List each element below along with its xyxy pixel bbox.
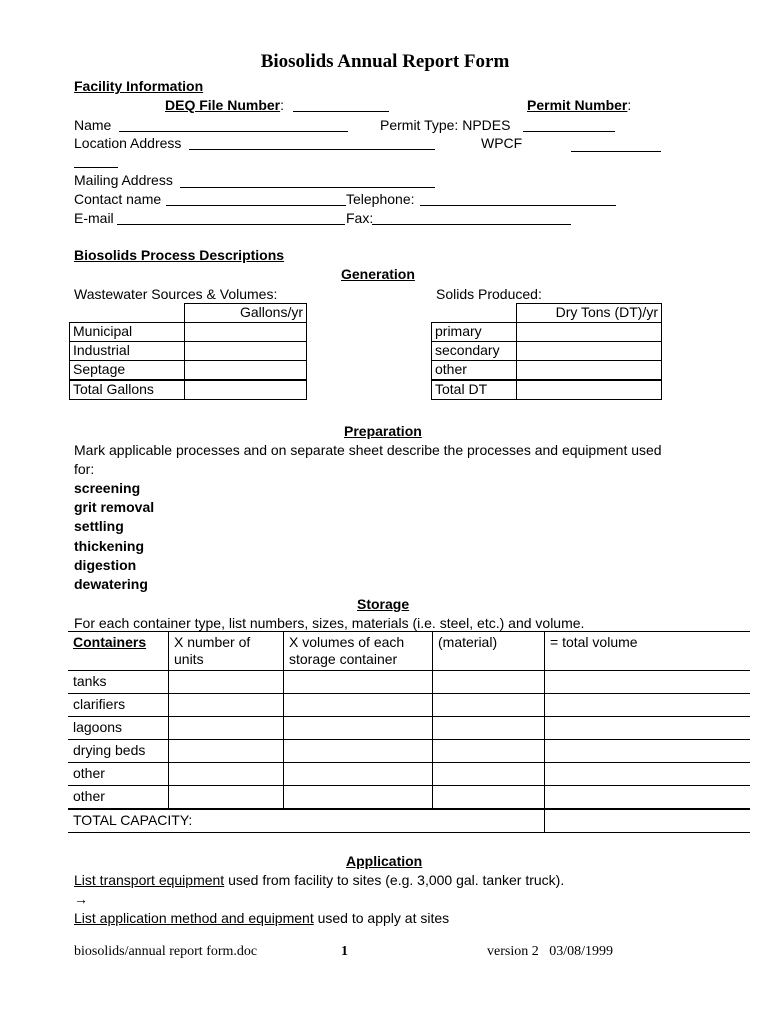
- units-field[interactable]: [169, 786, 284, 810]
- source-label: Septage: [70, 361, 185, 381]
- location-address-label: Location Address: [74, 135, 182, 151]
- footer-page-number: 1: [341, 944, 348, 959]
- total-volume-field[interactable]: [545, 717, 751, 740]
- primary-dt-field[interactable]: [516, 323, 662, 342]
- container-label: lagoons: [68, 717, 169, 740]
- facility-heading: Facility Information: [74, 78, 204, 94]
- process-item-thickening[interactable]: thickening: [74, 538, 145, 554]
- material-field[interactable]: [433, 671, 545, 694]
- material-field[interactable]: [433, 763, 545, 786]
- volume-field[interactable]: [284, 671, 433, 694]
- transport-instructions: List transport equipment used from facility to sites (e.g. 3,000 gal. tanker truck).: [74, 872, 565, 888]
- septage-gallons-field[interactable]: [184, 361, 307, 381]
- telephone-label: Telephone:: [346, 191, 415, 207]
- fax-field[interactable]: [372, 224, 571, 225]
- arrow-icon: →: [74, 891, 88, 907]
- storage-instructions: For each container type, list numbers, sizes, materials (i.e. steel, etc.) and volume.: [74, 615, 585, 631]
- solids-label: other: [432, 361, 517, 381]
- table-row: [432, 361, 662, 381]
- generation-heading: Generation: [341, 266, 415, 282]
- process-heading: Biosolids Process Descriptions: [74, 247, 285, 263]
- permit-number-label: Permit Number:: [527, 97, 632, 113]
- method-instructions: List application method and equipment used to apply at sites: [74, 910, 450, 926]
- table-row: [70, 380, 307, 400]
- table-cell: [70, 304, 185, 323]
- process-item-screening[interactable]: screening: [74, 480, 141, 496]
- deq-file-number-field[interactable]: [293, 111, 389, 112]
- process-item-dewatering[interactable]: dewatering: [74, 576, 148, 592]
- solids-produced-label: Solids Produced:: [436, 286, 542, 302]
- table-row: [70, 361, 307, 381]
- wastewater-table: [69, 303, 307, 400]
- volume-field[interactable]: [284, 763, 433, 786]
- total-volume-field[interactable]: [545, 671, 751, 694]
- units-field[interactable]: [169, 717, 284, 740]
- units-header: X number of units: [169, 632, 284, 671]
- table-row: [68, 717, 750, 740]
- email-label: E-mail: [74, 210, 114, 226]
- units-field[interactable]: [169, 671, 284, 694]
- table-row: [68, 763, 750, 786]
- industrial-gallons-field[interactable]: [184, 342, 307, 361]
- table-cell: [432, 304, 517, 323]
- volume-field[interactable]: [284, 786, 433, 810]
- storage-heading: Storage: [357, 596, 410, 612]
- secondary-dt-field[interactable]: [516, 342, 662, 361]
- solids-table: [431, 303, 662, 400]
- application-heading: Application: [346, 853, 423, 869]
- volume-field[interactable]: [284, 694, 433, 717]
- mailing-address-label: Mailing Address: [74, 172, 173, 188]
- total-volume-field[interactable]: [545, 763, 751, 786]
- process-item-settling[interactable]: settling: [74, 518, 124, 534]
- container-label: other: [68, 763, 169, 786]
- containers-header: Containers: [68, 632, 169, 671]
- table-row: [432, 380, 662, 400]
- wpcf-field[interactable]: [571, 151, 661, 152]
- process-item-digestion[interactable]: digestion: [74, 557, 137, 573]
- table-row: [70, 304, 307, 323]
- units-field[interactable]: [169, 740, 284, 763]
- total-volume-field[interactable]: [545, 786, 751, 810]
- total-capacity-label: TOTAL CAPACITY:: [68, 809, 545, 833]
- deq-file-number-label: DEQ File Number:: [165, 97, 285, 113]
- email-field[interactable]: [117, 224, 345, 225]
- table-row: [68, 786, 750, 810]
- material-field[interactable]: [433, 786, 545, 810]
- total-volume-field[interactable]: [545, 740, 751, 763]
- gallons-header: Gallons/yr: [184, 304, 307, 323]
- preparation-instructions: Mark applicable processes and on separate sheet describe the processes and equipment used: [74, 442, 662, 458]
- wastewater-label: Wastewater Sources & Volumes:: [74, 286, 278, 302]
- source-label: Municipal: [70, 323, 185, 342]
- table-row: [432, 342, 662, 361]
- table-row: [68, 740, 750, 763]
- container-label: clarifiers: [68, 694, 169, 717]
- transport-equipment-link[interactable]: List transport equipment: [74, 872, 225, 888]
- location-address-continuation[interactable]: [74, 167, 118, 168]
- municipal-gallons-field[interactable]: [184, 323, 307, 342]
- material-field[interactable]: [433, 717, 545, 740]
- table-row: [68, 694, 750, 717]
- name-field[interactable]: [119, 131, 348, 132]
- name-label: Name: [74, 117, 112, 133]
- table-row: [70, 342, 307, 361]
- page-title: Biosolids Annual Report Form: [260, 51, 510, 72]
- preparation-heading: Preparation: [344, 423, 422, 439]
- total-dt-label: Total DT: [432, 380, 517, 400]
- volume-field[interactable]: [284, 717, 433, 740]
- material-header: (material): [433, 632, 545, 671]
- table-row: [432, 323, 662, 342]
- preparation-instructions-cont: for:: [74, 461, 95, 477]
- npdes-field[interactable]: [523, 131, 615, 132]
- drytons-header: Dry Tons (DT)/yr: [516, 304, 662, 323]
- units-field[interactable]: [169, 694, 284, 717]
- location-address-field[interactable]: [189, 149, 435, 150]
- permit-type-label: Permit Type: NPDES: [380, 117, 511, 133]
- fax-label: Fax:: [346, 210, 374, 226]
- contact-name-label: Contact name: [74, 191, 162, 207]
- container-label: tanks: [68, 671, 169, 694]
- mailing-address-field[interactable]: [180, 187, 435, 188]
- container-label: other: [68, 786, 169, 810]
- total-dt-field[interactable]: [516, 380, 662, 400]
- total-capacity-field[interactable]: [545, 809, 751, 833]
- process-item-grit-removal[interactable]: grit removal: [74, 499, 155, 515]
- footer-version: version 2 03/08/1999: [487, 944, 613, 959]
- table-row: [68, 632, 750, 671]
- table-row: [70, 323, 307, 342]
- footer-filename: biosolids/annual report form.doc: [74, 944, 258, 959]
- application-method-link[interactable]: List application method and equipment: [74, 910, 314, 926]
- container-label: drying beds: [68, 740, 169, 763]
- wpcf-label: WPCF: [481, 135, 523, 151]
- storage-table: [68, 631, 750, 833]
- solids-label: secondary: [432, 342, 517, 361]
- material-field[interactable]: [433, 740, 545, 763]
- total-volume-header: = total volume: [545, 632, 751, 671]
- source-label: Industrial: [70, 342, 185, 361]
- telephone-field[interactable]: [420, 205, 616, 206]
- table-row: [68, 809, 750, 833]
- volume-field[interactable]: [284, 740, 433, 763]
- table-row: [68, 671, 750, 694]
- solids-label: primary: [432, 323, 517, 342]
- contact-name-field[interactable]: [166, 205, 346, 206]
- volumes-header: X volumes of each storage container: [284, 632, 433, 671]
- total-volume-field[interactable]: [545, 694, 751, 717]
- total-gallons-field[interactable]: [184, 380, 307, 400]
- material-field[interactable]: [433, 694, 545, 717]
- units-field[interactable]: [169, 763, 284, 786]
- total-gallons-label: Total Gallons: [70, 380, 185, 400]
- table-row: [432, 304, 662, 323]
- other-dt-field[interactable]: [516, 361, 662, 381]
